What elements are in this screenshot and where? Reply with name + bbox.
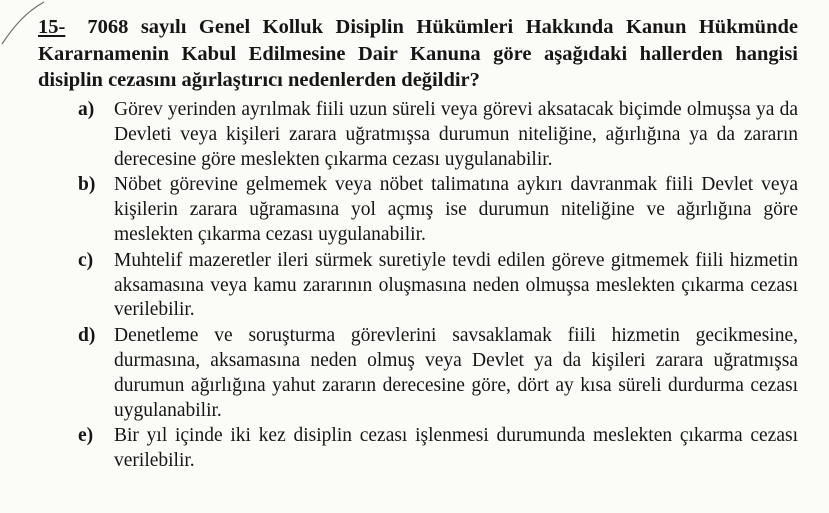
question-text: 7068 sayılı Genel Kolluk Disiplin Hükümleri Hakkında Kanun Hükmünde Kararnamenin Kabul Edilmesine Dair Kanuna göre aşağıdaki hallerden hangisi disiplin cezasını ağırlaştırıcı nedenlerden değildir? [38,16,798,91]
option-text: Görev yerinden ayrılmak fiili uzun süreli veya görevi aksatacak biçimde olmuşsa ya da Devleti veya kişileri zarara uğratmışsa durumun niteliğine, ağırlığına ya da zararın derecesine göre meslekten çıkarma cezası uygulanabilir. [114,99,798,170]
option-c [78,249,798,323]
option-text: Denetleme ve soruşturma görevlerini savsaklamak fiili hizmetin gecikmesine, durmasına, aksamasına neden olmuş veya Devlet ya da kişileri zarara uğratmışsa durumun ağırlığına yahut zararın derecesine göre, dört ay kısa süreli durdurma cezası uygulanabilir. [114,325,798,421]
option-text: Nöbet görevine gelmemek veya nöbet talimatına aykırı davranmak fiili Devlet veya kişilerin zarara uğramasına yol açmış ise durumun niteliğine ve ağırlığına göre meslekten çıkarma cezası uygulanabilir. [114,174,798,245]
option-label: e) [78,425,94,447]
option-d [78,324,798,423]
option-label: c) [78,249,94,271]
option-label: b) [78,174,96,196]
option-text: Muhtelif mazeretler ileri sürmek suretiyle tevdi edilen göreve gitmemek fiili hizmetin aksamasına veya kamu zararının oluşmasına neden olmuşsa meslekten çıkarma cezası verilebilir. [114,249,798,321]
option-a [78,98,798,172]
answer-options [78,98,798,475]
question-block [38,14,798,94]
option-text: Bir yıl içinde iki kez disiplin cezası işlenmesi durumunda meslekten çıkarma cezası verilebilir. [114,425,798,472]
option-label: a) [78,99,95,120]
question-number: 15- [38,16,66,38]
option-e [78,424,798,474]
option-b [78,173,798,247]
option-label: d) [78,325,96,347]
